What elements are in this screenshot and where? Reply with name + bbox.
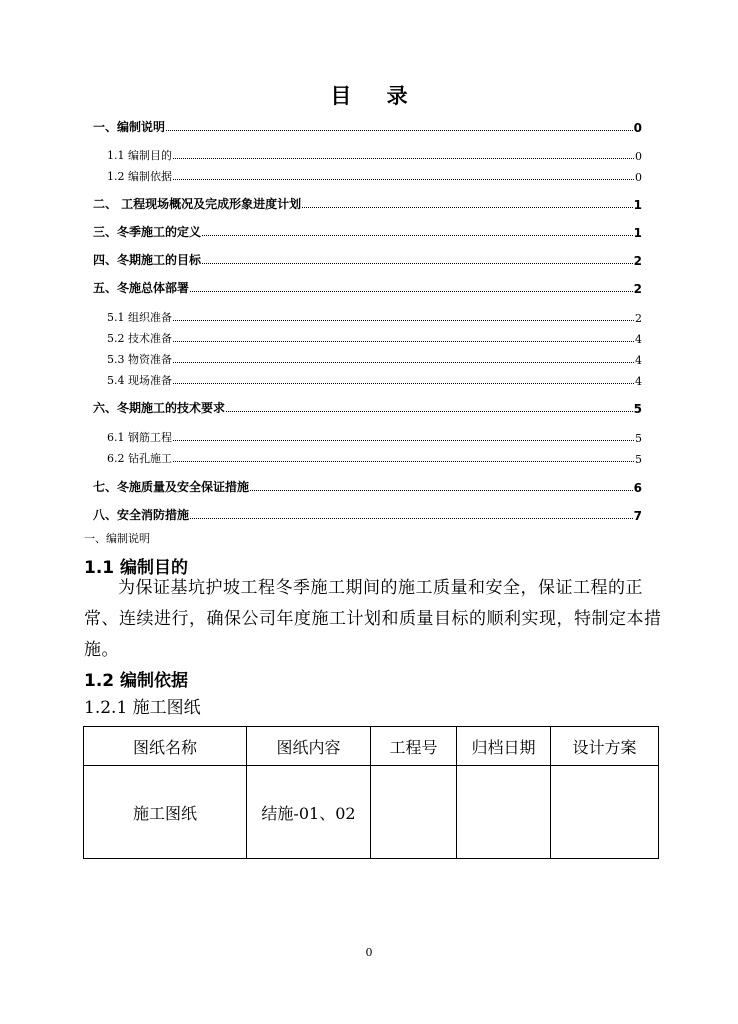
toc-entry[interactable] [0, 349, 738, 367]
toc-entry-label: 6.1 钢筋工程 [107, 431, 172, 444]
toc-entry-page: 2 [635, 312, 642, 325]
section-heading-plain: 一、编制说明 [84, 532, 150, 545]
table-header-row [84, 727, 659, 766]
toc-entry-page: 2 [633, 254, 642, 268]
toc-leader-dots [250, 490, 633, 491]
toc-entry[interactable] [0, 477, 738, 495]
toc-entry-label: 1.2 编制依据 [107, 170, 172, 183]
toc-entry-label: 一、编制说明 [93, 120, 166, 134]
toc-leader-dots [173, 341, 634, 342]
table-cell [551, 766, 659, 859]
toc-leader-dots [173, 362, 634, 363]
toc-leader-dots [173, 179, 634, 180]
toc-entry[interactable] [0, 328, 738, 346]
toc-leader-dots [202, 235, 633, 236]
toc-entry-page: 0 [635, 150, 642, 163]
toc-entry[interactable] [0, 370, 738, 388]
header-cell: 归档日期 [457, 727, 551, 766]
toc-leader-dots [190, 291, 633, 292]
toc-leader-dots [190, 518, 633, 519]
toc-title: 目 录 [330, 83, 422, 108]
toc-entry-label: 六、冬期施工的技术要求 [93, 401, 226, 415]
toc-leader-dots [302, 207, 632, 208]
toc-leader-dots [202, 263, 633, 264]
heading-purpose: 1.1 编制目的 [84, 558, 189, 578]
toc-entry-label: 1.1 编制目的 [107, 149, 172, 162]
toc-entry-label: 五、冬施总体部署 [93, 281, 190, 295]
toc-entry-page: 6 [633, 481, 642, 495]
toc-entry[interactable] [0, 250, 738, 268]
toc-entry[interactable] [0, 398, 738, 416]
toc-entry-page: 4 [635, 333, 642, 346]
toc-entry-page: 1 [633, 198, 642, 212]
table-cell [371, 766, 457, 859]
toc-entry-label: 5.1 组织准备 [107, 311, 172, 324]
toc-entry[interactable] [0, 505, 738, 523]
toc-entry-label: 6.2 钻孔施工 [107, 452, 172, 465]
toc-entry[interactable] [0, 117, 738, 135]
toc-leader-dots [173, 461, 634, 462]
header-cell: 工程号 [371, 727, 457, 766]
toc-leader-dots [173, 158, 634, 159]
toc-entry-page: 1 [633, 226, 642, 240]
toc-leader-dots [166, 130, 633, 131]
toc-entry-page: 5 [635, 432, 642, 445]
toc-entry-page: 0 [633, 121, 642, 135]
toc-entry[interactable] [0, 307, 738, 325]
subheading-drawings: 1.2.1 施工图纸 [84, 698, 201, 718]
toc-entry-page: 0 [635, 171, 642, 184]
toc-entry-page: 2 [633, 282, 642, 296]
toc-entry-label: 七、冬施质量及安全保证措施 [93, 480, 250, 494]
toc-entry-label: 5.3 物资准备 [107, 353, 172, 366]
toc-entry-label: 5.4 现场准备 [107, 374, 172, 387]
toc-entry-page: 5 [635, 453, 642, 466]
toc-entry[interactable] [0, 448, 738, 466]
toc-entry[interactable] [0, 427, 738, 445]
toc-entry-label: 四、冬期施工的目标 [93, 253, 202, 267]
toc-entry[interactable] [0, 166, 738, 184]
toc-leader-dots [173, 440, 634, 441]
toc-entry-page: 5 [633, 402, 642, 416]
header-cell: 图纸内容 [247, 727, 371, 766]
toc-entry-page: 4 [635, 375, 642, 388]
header-cell: 图纸名称 [84, 727, 247, 766]
toc-entry-label: 八、安全消防措施 [93, 508, 190, 522]
toc-entry[interactable] [0, 145, 738, 163]
toc-entry-label: 5.2 技术准备 [107, 332, 172, 345]
toc-leader-dots [173, 320, 634, 321]
toc-entry-page: 7 [633, 509, 642, 523]
table-cell: 施工图纸 [84, 766, 247, 859]
heading-basis: 1.2 编制依据 [84, 671, 189, 691]
toc-entry[interactable] [0, 222, 738, 240]
table-row [84, 766, 659, 859]
page-number: 0 [365, 946, 373, 959]
toc-entry-label: 二、 工程现场概况及完成形象进度计划 [93, 197, 302, 211]
toc-entry[interactable] [0, 194, 738, 212]
table-cell: 结施-01、02 [247, 766, 371, 859]
toc-entry-label: 三、冬季施工的定义 [93, 225, 202, 239]
toc-entry[interactable] [0, 278, 738, 296]
toc-leader-dots [173, 383, 634, 384]
paragraph-purpose: 为保证基坑护坡工程冬季施工期间的施工质量和安全，保证工程的正常、连续进行，确保公司年度施工计划和质量目标的顺利实现，特制定本措施。 [84, 578, 662, 660]
drawings-table [83, 726, 659, 859]
toc-leader-dots [226, 411, 633, 412]
table-cell [457, 766, 551, 859]
header-cell: 设计方案 [551, 727, 659, 766]
toc-entry-page: 4 [635, 354, 642, 367]
